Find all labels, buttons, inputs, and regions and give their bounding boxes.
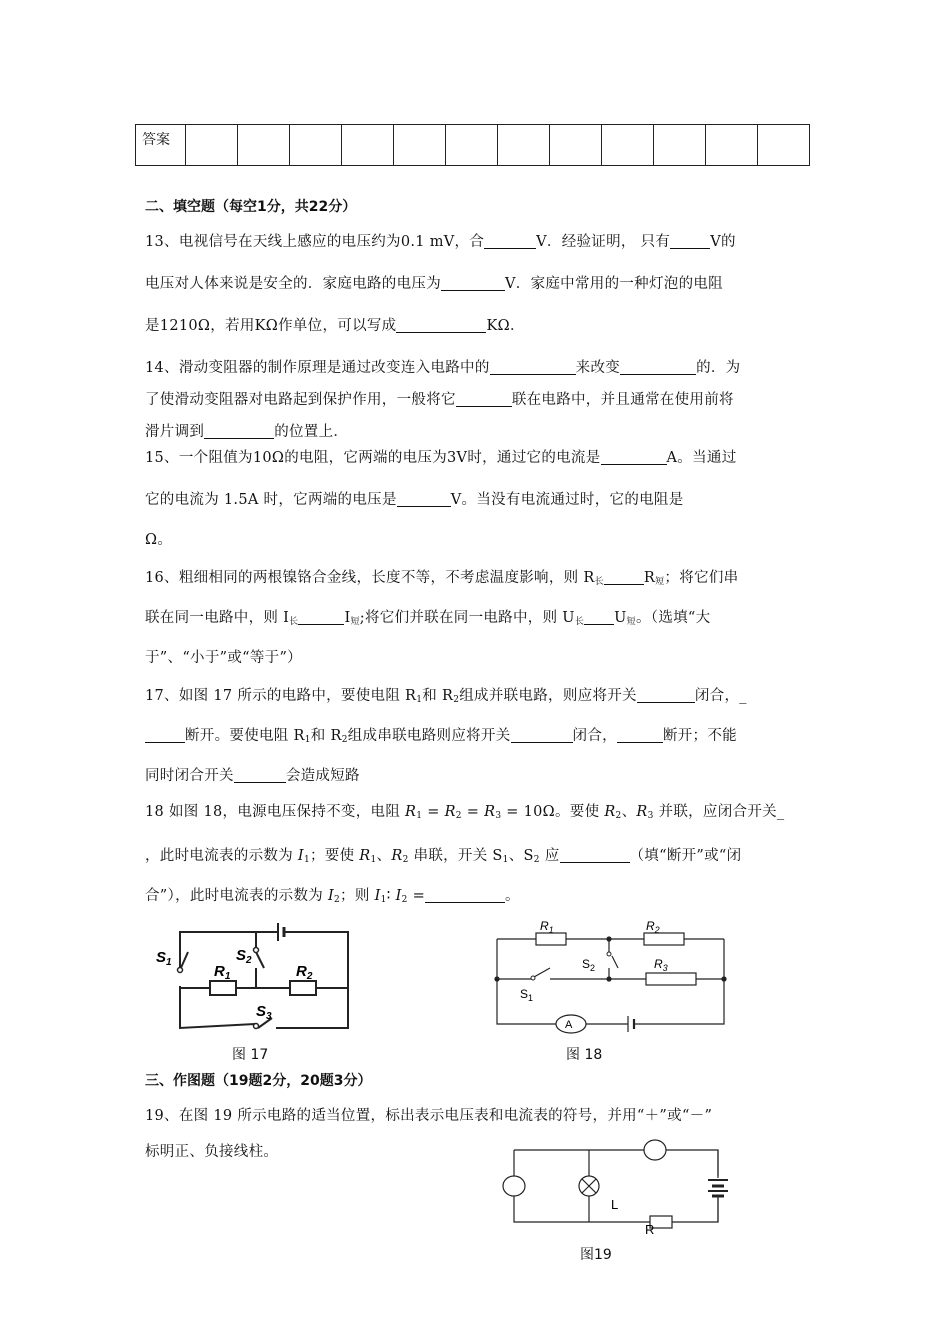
q19-line1: 19、在图 19 所示电路的适当位置，标出表示电压表和电流表的符号，并用“＋”或“－” — [145, 1108, 713, 1124]
q13-line2: 电压对人体来说是安全的．家庭电路的电压为 V．家庭中常用的一种灯泡的电阻 — [145, 276, 723, 292]
label-s2: $S_2$ — [236, 947, 252, 966]
q16-line2: 联在同一电路中，则 $I_长$ $I_短$;将它们并联在同一电路中，则 $U_长$ $U_短$。（选填“大 — [145, 610, 711, 627]
answer-cell[interactable] — [342, 125, 394, 166]
label-r3: $R_3$ — [654, 957, 668, 973]
q18-line3: 合”），此时电流表的示数为 $I_2$；则 $I_1∶$ $I_2$ = 。 — [145, 888, 520, 905]
q16-line1: 16、粗细相同的两根镍铬合金线，长度不等，不考虑温度影响，则 $R_长$ $R_短$；将它们串 — [145, 570, 739, 587]
answer-cell[interactable] — [238, 125, 290, 166]
label-r1: $R_1$ — [214, 963, 231, 982]
answer-cell[interactable] — [758, 125, 810, 166]
meter-slot-left[interactable] — [503, 1176, 525, 1196]
section3-heading: 三、作图题（19题2分，20题3分） — [145, 1073, 372, 1089]
q19-line2: 标明正、负接线柱。 — [145, 1144, 279, 1160]
blank[interactable] — [637, 688, 695, 703]
label-lamp: L — [611, 1197, 619, 1212]
label-r2: $R_2$ — [296, 963, 313, 982]
label-s1: $S_1$ — [156, 949, 172, 968]
figure-19-circuit — [495, 1136, 735, 1236]
section2-heading: 二、填空题（每空1分，共22分） — [145, 199, 357, 215]
q13-line1: 13、电视信号在天线上感应的电压约为0.1 mV，合 V．经验证明， 只有 V的 — [145, 234, 736, 250]
blank[interactable] — [601, 450, 667, 465]
q16-line3: 于”、“小于”或“等于”） — [145, 650, 302, 666]
q14-line2: 了使滑动变阻器对电路起到保护作用，一般将它 联在电路中，并且通常在使用前将 — [145, 392, 734, 408]
figure-19-caption: 图19 — [580, 1247, 612, 1263]
label-r1: $R_1$ — [540, 919, 554, 935]
answer-cell[interactable] — [602, 125, 654, 166]
blank[interactable] — [490, 360, 576, 375]
answer-cell[interactable] — [394, 125, 446, 166]
blank[interactable] — [145, 728, 185, 743]
figure-18-caption: 图 18 — [566, 1047, 603, 1063]
blank[interactable] — [298, 610, 344, 625]
q14-line3: 滑片调到 的位置上． — [145, 424, 349, 440]
blank[interactable] — [670, 234, 710, 249]
q13-line3: 是1210Ω，若用KΩ作单位，可以写成 KΩ． — [145, 318, 525, 334]
meter-slot-top[interactable] — [644, 1140, 666, 1160]
q15-line3: Ω。 — [145, 532, 173, 548]
answer-cell[interactable] — [706, 125, 758, 166]
q17-line2: 断开。要使电阻 $R_1$和 $R_2$组成串联电路则应将开关 闭合， 断开；不能 — [145, 724, 737, 745]
answer-cell[interactable] — [550, 125, 602, 166]
label-s2: $S_2$ — [582, 957, 596, 973]
blank[interactable] — [560, 848, 630, 863]
answer-table — [135, 124, 810, 166]
blank[interactable] — [441, 276, 505, 291]
q17-line1: 17、如图 17 所示的电路中，要使电阻 $R_1$和 $R_2$组成并联电路，则应将开关 闭合，_ — [145, 688, 747, 705]
label-r2: $R_2$ — [646, 919, 660, 935]
answer-cell[interactable] — [446, 125, 498, 166]
q15-line1: 15、一个阻值为10Ω的电阻，它两端的电压为3V时，通过它的电流是 A。当通过 — [145, 450, 737, 466]
blank[interactable] — [584, 610, 614, 625]
answer-cell[interactable] — [654, 125, 706, 166]
answer-cell[interactable] — [290, 125, 342, 166]
blank[interactable] — [604, 570, 644, 585]
answer-cell[interactable] — [186, 125, 238, 166]
label-s1: $S_1$ — [520, 987, 534, 1003]
blank[interactable] — [397, 492, 451, 507]
blank[interactable] — [204, 424, 274, 439]
q15-line2: 它的电流为 1.5A 时，它两端的电压是 V。当没有电流通过时，它的电阻是 — [145, 492, 684, 508]
ammeter-label: A — [565, 1019, 573, 1031]
q18-line2: ，此时电流表的示数为 $I_1$；要使 $R_1$、$R_2$ 串联，开关 $S_1$、$S_2$ 应 （填“断开”或“闭 — [145, 848, 742, 865]
answer-label: 答案 — [136, 125, 186, 166]
figure-17-circuit — [150, 920, 360, 1035]
answer-cell[interactable] — [498, 125, 550, 166]
blank[interactable] — [620, 360, 696, 375]
q14-line1: 14、滑动变阻器的制作原理是通过改变连入电路中的 来改变 的．为 — [145, 360, 741, 376]
blank[interactable] — [617, 728, 663, 743]
figure-17-caption: 图 17 — [232, 1047, 269, 1063]
figure-18-circuit — [490, 912, 735, 1034]
q17-line3: 同时闭合开关 会造成短路 — [145, 768, 360, 784]
q18-line1: 18 如图 18，电源电压保持不变，电阻 $R_1 = R_2 = R_3 = 10\Omega$。要使 $R_2$、$R_3$ 并联，应闭合开关_ — [145, 804, 785, 821]
blank[interactable] — [456, 392, 512, 407]
blank[interactable] — [396, 318, 486, 333]
blank[interactable] — [234, 768, 286, 783]
blank[interactable] — [511, 728, 573, 743]
blank[interactable] — [484, 234, 536, 249]
blank[interactable] — [425, 888, 505, 903]
label-resistor: R — [645, 1222, 655, 1236]
label-s3: $S_3$ — [256, 1003, 272, 1022]
